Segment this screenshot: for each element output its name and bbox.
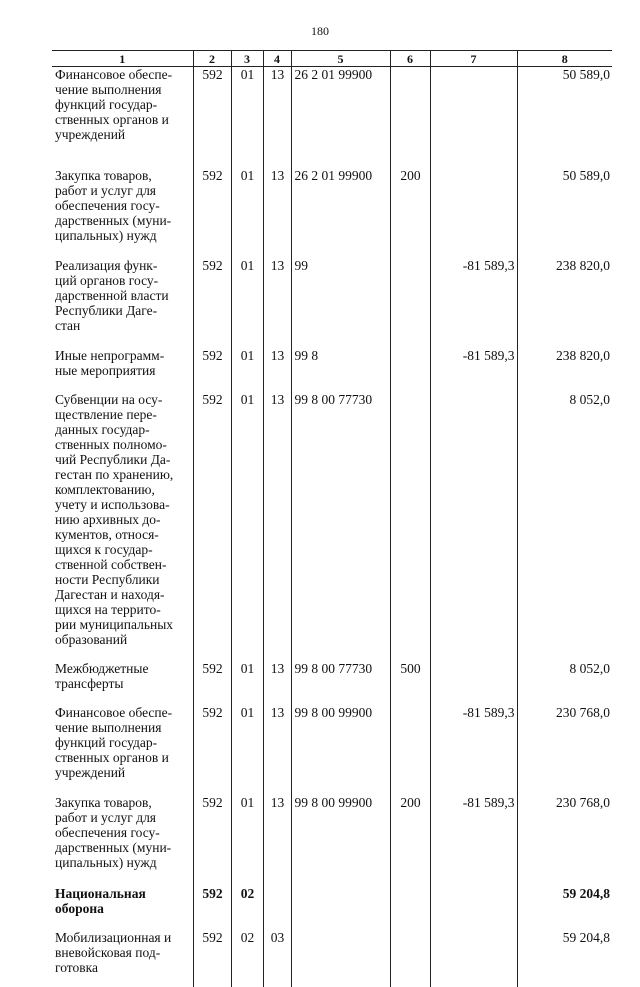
row-subsection-cell: 13 — [263, 258, 291, 348]
row-target-cell: 99 — [291, 258, 390, 348]
table-header-row — [52, 51, 612, 67]
row-subsection-cell: 13 — [263, 168, 291, 258]
row-code-cell: 592 — [193, 795, 231, 886]
row-name-cell: Финансовое обеспе- чение выполнения функций государ- ственных органов и учреждений — [55, 705, 173, 780]
row-target-cell: 99 8 00 99900 — [291, 795, 390, 886]
row-subsection-cell: 13 — [263, 705, 291, 795]
table-row — [52, 795, 612, 886]
row-section-cell: 01 — [231, 795, 263, 886]
row-amount-cell: 238 820,0 — [517, 348, 612, 392]
row-expense-type-cell — [390, 258, 430, 348]
row-subsection-cell: 13 — [263, 392, 291, 661]
row-target-cell: 26 2 01 99900 — [291, 67, 390, 169]
column-header: 7 — [430, 51, 517, 67]
row-code-cell: 592 — [193, 886, 231, 930]
row-expense-type-cell: 200 — [390, 795, 430, 886]
table-row — [52, 348, 612, 392]
row-name-cell: Финансовое обеспе- чение выполнения функций государ- ственных органов и учреждений — [55, 67, 173, 142]
row-name-cell: Реализация функ- ций органов госу- дарственной власти Республики Даге- стан — [55, 258, 169, 333]
table-row — [52, 67, 612, 169]
row-target-cell: 99 8 00 77730 — [291, 392, 390, 661]
row-expense-type-cell: 500 — [390, 661, 430, 705]
row-expense-type-cell — [390, 886, 430, 930]
row-change-cell — [430, 661, 517, 705]
table-row — [52, 258, 612, 348]
row-name-cell: Иные непрограмм- ные мероприятия — [55, 348, 165, 378]
row-code-cell: 592 — [193, 168, 231, 258]
row-section-cell: 01 — [231, 258, 263, 348]
row-change-cell: -81 589,3 — [430, 795, 517, 886]
row-amount-cell: 59 204,8 — [517, 886, 612, 930]
column-header: 8 — [517, 51, 612, 67]
row-subsection-cell: 13 — [263, 348, 291, 392]
row-code-cell: 592 — [193, 258, 231, 348]
row-change-cell — [430, 168, 517, 258]
row-expense-type-cell — [390, 67, 430, 169]
row-target-cell: 99 8 — [291, 348, 390, 392]
row-expense-type-cell — [390, 930, 430, 987]
row-code-cell: 592 — [193, 930, 231, 987]
row-change-cell: -81 589,3 — [430, 258, 517, 348]
row-expense-type-cell — [390, 348, 430, 392]
page-number: 180 — [311, 24, 329, 38]
row-change-cell — [430, 886, 517, 930]
row-target-cell: 99 8 00 77730 — [291, 661, 390, 705]
row-name-cell: Закупка товаров, работ и услуг для обеспечения госу- дарственных (муни- ципальных) нужд — [55, 795, 172, 870]
row-section-cell: 02 — [231, 930, 263, 987]
row-target-cell — [291, 886, 390, 930]
row-section-cell: 01 — [231, 168, 263, 258]
row-amount-cell: 50 589,0 — [517, 67, 612, 169]
row-expense-type-cell: 200 — [390, 168, 430, 258]
row-section-cell: 01 — [231, 67, 263, 169]
row-name-cell: Мобилизационная и вневойсковая под- готовка — [55, 930, 172, 975]
row-code-cell: 592 — [193, 705, 231, 795]
table-row — [52, 930, 612, 987]
column-header: 6 — [390, 51, 430, 67]
table-row — [52, 705, 612, 795]
row-change-cell: -81 589,3 — [430, 705, 517, 795]
row-amount-cell: 238 820,0 — [517, 258, 612, 348]
row-change-cell — [430, 930, 517, 987]
row-code-cell: 592 — [193, 661, 231, 705]
row-subsection-cell: 13 — [263, 67, 291, 169]
row-target-cell: 99 8 00 99900 — [291, 705, 390, 795]
row-change-cell — [430, 67, 517, 169]
row-code-cell: 592 — [193, 67, 231, 169]
row-section-cell: 01 — [231, 348, 263, 392]
row-amount-cell: 230 768,0 — [517, 795, 612, 886]
row-subsection-cell: 03 — [263, 930, 291, 987]
row-amount-cell: 50 589,0 — [517, 168, 612, 258]
row-amount-cell: 230 768,0 — [517, 705, 612, 795]
table-row — [52, 886, 612, 930]
row-subsection-cell — [263, 886, 291, 930]
row-name-cell: Национальная оборона — [55, 886, 146, 916]
row-code-cell: 592 — [193, 392, 231, 661]
row-name-cell: Субвенции на осу- ществление пере- данных государ- ственных полномо- чий Республики Да- гестан по хранению, комплектованию, учету и использова- нию архивных до- кументов, относя- щихся к государ- ственной собствен- ности Республики Дагестан и находя- щихся на террито- рии муниципальных образований — [55, 392, 174, 647]
column-header: 4 — [263, 51, 291, 67]
row-section-cell: 01 — [231, 661, 263, 705]
row-name-cell: Закупка товаров, работ и услуг для обеспечения госу- дарственных (муни- ципальных) нужд — [55, 168, 172, 243]
row-name-cell: Межбюджетные трансферты — [55, 661, 149, 691]
row-amount-cell: 8 052,0 — [517, 392, 612, 661]
row-target-cell: 26 2 01 99900 — [291, 168, 390, 258]
row-subsection-cell: 13 — [263, 661, 291, 705]
table-row — [52, 392, 612, 661]
row-subsection-cell: 13 — [263, 795, 291, 886]
row-expense-type-cell — [390, 392, 430, 661]
column-header: 5 — [291, 51, 390, 67]
column-header: 2 — [193, 51, 231, 67]
row-section-cell: 01 — [231, 705, 263, 795]
row-section-cell: 01 — [231, 392, 263, 661]
row-target-cell — [291, 930, 390, 987]
budget-table — [52, 50, 612, 987]
row-change-cell — [430, 392, 517, 661]
row-amount-cell: 8 052,0 — [517, 661, 612, 705]
row-amount-cell: 59 204,8 — [517, 930, 612, 987]
row-expense-type-cell — [390, 705, 430, 795]
column-header: 3 — [231, 51, 263, 67]
table-row — [52, 168, 612, 258]
column-header: 1 — [52, 51, 193, 67]
row-change-cell: -81 589,3 — [430, 348, 517, 392]
table-row — [52, 661, 612, 705]
row-code-cell: 592 — [193, 348, 231, 392]
row-section-cell: 02 — [231, 886, 263, 930]
